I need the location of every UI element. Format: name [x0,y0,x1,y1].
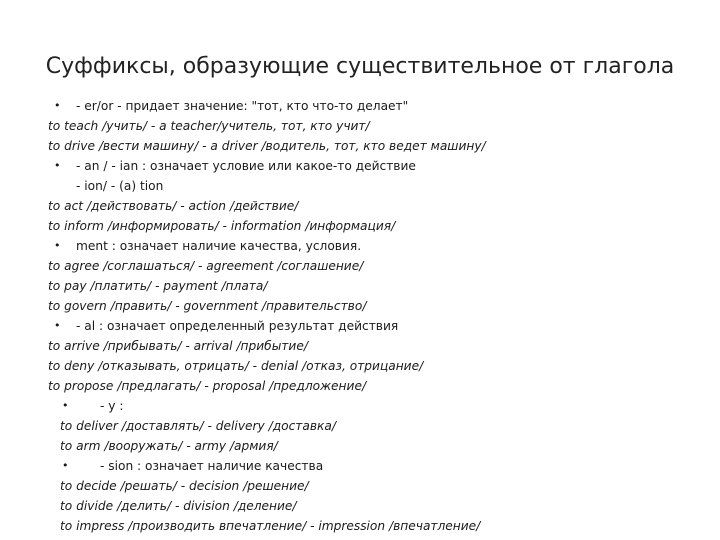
example-line: to agree /соглашаться/ - agreement /соглашение/ [48,259,364,273]
bullet-text: ment : означает наличие качества, условия. [76,239,362,253]
example-line: to decide /решать/ - decision /решение/ [60,479,309,493]
bullet-icon: • [54,239,61,252]
example-line: to impress /производить впечатление/ - impression /впечатление/ [60,519,481,533]
bullet-suffix-al [48,316,688,336]
bullet-icon: • [54,99,61,112]
example-line: to act /действовать/ - action /действие/ [48,199,299,213]
bullet-icon: • [54,159,61,172]
bullet-text: - er/or - придает значение: "тот, кто что-то делает" [76,99,409,113]
example-line: to drive /вести машину/ - a driver /водитель, тот, кто ведет машину/ [48,139,486,153]
example-line: to teach /учить/ - a teacher/учитель, тот, кто учит/ [48,119,370,133]
bullet-suffix-er-or [48,96,688,116]
example-line: to arrive /прибывать/ - arrival /прибытие/ [48,339,308,353]
bullet-text: - y : [100,399,124,413]
example-line: to deliver /доставлять/ - delivery /доставка/ [60,419,336,433]
example-line: to govern /править/ - government /правительство/ [48,299,367,313]
bullet-suffix-y [48,396,688,416]
bullet-suffix-an-ian [48,156,688,176]
example-line: to pay /платить/ - payment /плата/ [48,279,268,293]
bullet-text: - al : означает определенный результат действия [76,319,399,333]
example-line: to propose /предлагать/ - proposal /предложение/ [48,379,367,393]
slide-content [48,96,688,536]
bullet-icon: • [62,459,69,472]
slide-title: Суффиксы, образующие существительное от глагола [45,54,675,79]
bullet-text: - sion : означает наличие качества [100,459,324,473]
bullet-icon: • [54,319,61,332]
bullet-text: - an / - ian : означает условие или какое-то действие [76,159,416,173]
example-line: to inform /информировать/ - information /информация/ [48,219,396,233]
example-line: to divide /делить/ - division /деление/ [60,499,297,513]
bullet-suffix-sion [48,456,688,476]
example-line: to arm /вооружать/ - army /армия/ [60,439,278,453]
bullet-suffix-ment [48,236,688,256]
example-line: to deny /отказывать, отрицать/ - denial /отказ, отрицание/ [48,359,424,373]
bullet-continuation: - ion/ - (a) tion [76,179,164,193]
bullet-icon: • [62,399,69,412]
